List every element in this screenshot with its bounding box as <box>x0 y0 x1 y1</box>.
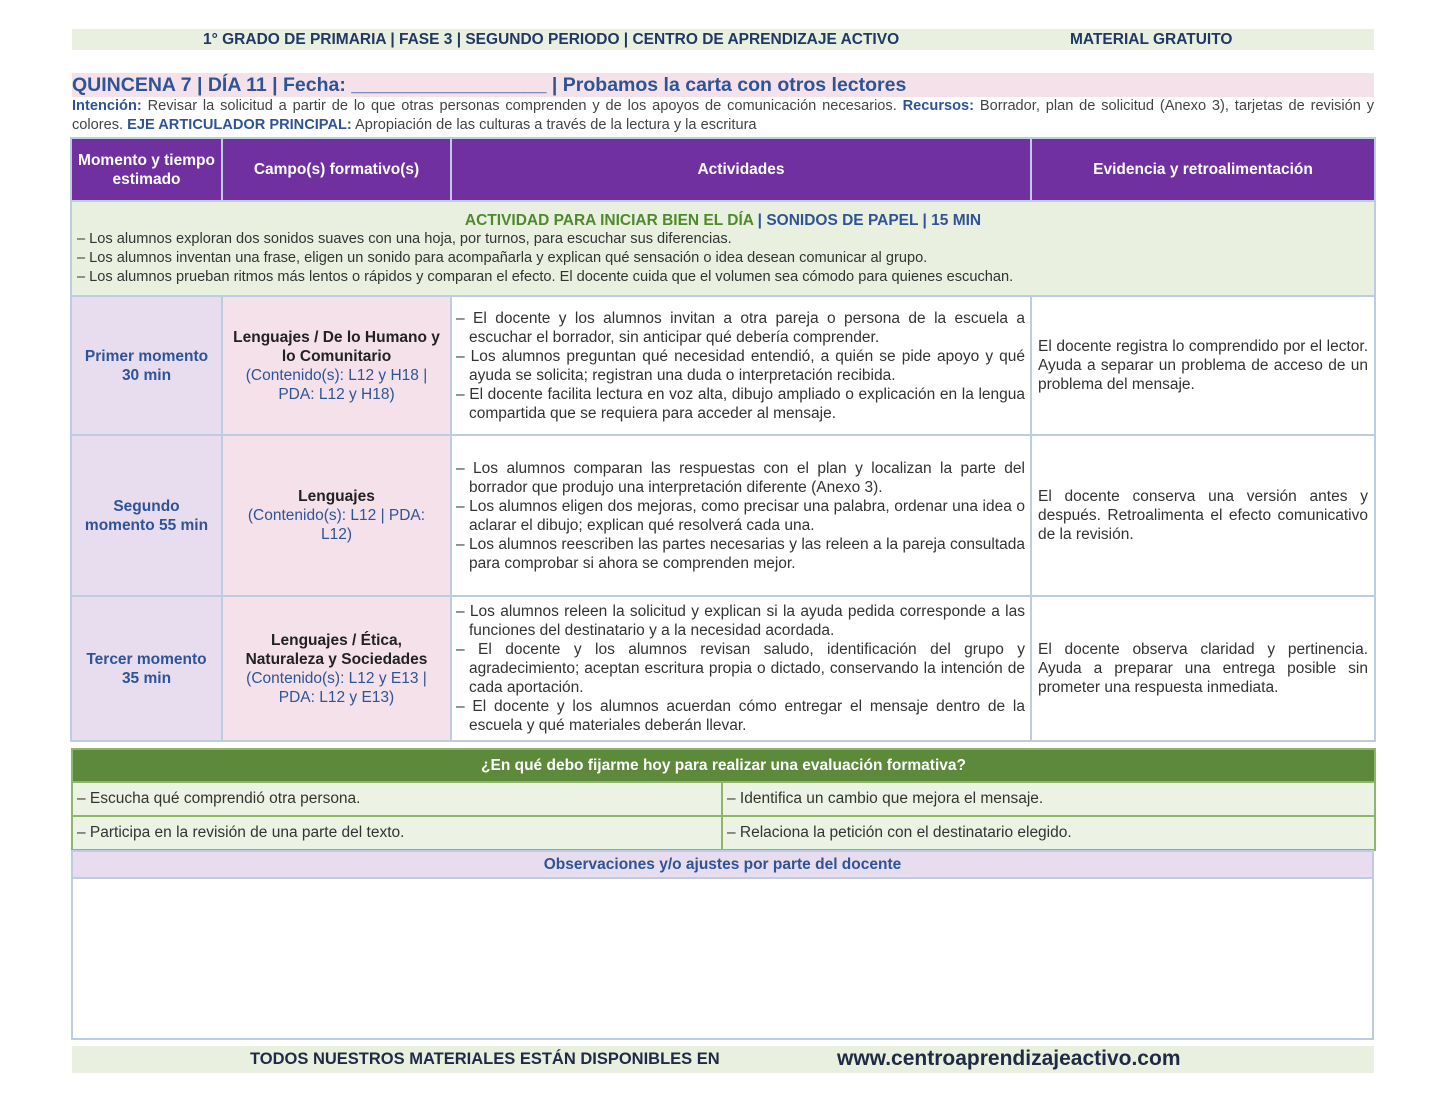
intention-label: Intención: <box>72 98 142 114</box>
evaluation-table <box>71 748 1376 851</box>
campo-detail: (Contenido(s): L12 y H18 | PDA: L12 y H18) <box>245 366 428 403</box>
table-row <box>71 596 1375 741</box>
intention-text: Revisar la solicitud a partir de lo que otras personas comprenden y de los apoyos de comunicación necesarios. <box>147 98 897 114</box>
evidence-cell: El docente observa claridad y pertinencia. Ayuda a preparar una entrega posible sin prometer una respuesta inmediata. <box>1031 596 1375 741</box>
footer-url-link[interactable]: www.centroaprendizajeactivo.com <box>837 1047 1181 1070</box>
table-row <box>71 296 1375 435</box>
evaluation-question: ¿En qué debo fijarme hoy para realizar una evaluación formativa? <box>72 749 1375 782</box>
campo-cell <box>222 296 451 435</box>
evaluation-item: – Escucha qué comprendió otra persona. <box>72 782 722 816</box>
resources-label: Recursos: <box>902 98 975 114</box>
activity-item: – Los alumnos reescriben las partes necesarias y las releen a la pareja consultada para comprobar si ahora se comprenden mejor. <box>456 535 1025 572</box>
evaluation-item: – Relaciona la petición con el destinatario elegido. <box>722 816 1375 850</box>
activity-item: – El docente y los alumnos invitan a otra pareja o persona de la escuela a escuchar el borrador, sin anticipar qué debería comprender. <box>456 309 1025 346</box>
warmup-row <box>71 201 1375 296</box>
header-moment: Momento y tiempo estimado <box>71 138 222 201</box>
observations-heading: Observaciones y/o ajustes por parte del docente <box>71 850 1374 879</box>
warmup-title-detail: | SONIDOS DE PAPEL | 15 MIN <box>753 212 982 229</box>
moment-cell: Segundo momento 55 min <box>71 435 222 596</box>
evaluation-item: – Participa en la revisión de una parte del texto. <box>72 816 722 850</box>
moment-cell: Primer momento 30 min <box>71 296 222 435</box>
evidence-cell: El docente conserva una versión antes y después. Retroalimenta el efecto comunicativo de la revisión. <box>1031 435 1375 596</box>
campo-cell <box>222 596 451 741</box>
activity-item: – Los alumnos comparan las respuestas con el plan y localizan la parte del borrador que produjo una interpretación diferente (Anexo 3). <box>456 459 1025 496</box>
activities-cell <box>451 296 1031 435</box>
campo-detail: (Contenido(s): L12 | PDA: L12) <box>247 507 426 543</box>
table-header-row <box>71 138 1375 201</box>
activity-item: – Los alumnos releen la solicitud y explican si la ayuda pedida corresponde a las funciones del destinatario y a la necesidad acordada. <box>456 603 1025 639</box>
observations-area[interactable] <box>71 879 1374 1040</box>
header-campo: Campo(s) formativo(s) <box>222 138 451 201</box>
evidence-cell: El docente registra lo comprendido por el lector. Ayuda a separar un problema de acceso de un problema del mensaje. <box>1031 296 1375 435</box>
warmup-line: – Los alumnos prueban ritmos más lentos o rápidos y comparan el efecto. El docente cuida que el volumen sea cómodo para quienes escuchan. <box>77 269 1014 285</box>
campo-cell <box>222 435 451 596</box>
campo-title: Lenguajes / Ética, Naturaleza y Sociedades <box>245 631 428 668</box>
warmup-line: – Los alumnos exploran dos sonidos suaves con una hoja, por turnos, para escuchar sus diferencias. <box>77 231 732 247</box>
activity-item: – Los alumnos eligen dos mejoras, como precisar una palabra, ordenar una idea o aclarar el dibujo; explican qué resolverá cada una. <box>456 497 1025 534</box>
free-material-label: MATERIAL GRATUITO <box>1070 31 1233 48</box>
axis-label: EJE ARTICULADOR PRINCIPAL: <box>127 117 352 133</box>
warmup-line: – Los alumnos inventan una frase, eligen un sonido para acompañarla y explican qué sensación o idea desean comunicar al grupo. <box>77 250 928 266</box>
warmup-title <box>77 211 1369 230</box>
activity-item: – Los alumnos preguntan qué necesidad entendió, a quién se pide apoyo y qué ayuda se solicita; registran una duda o interpretación recibida. <box>456 347 1025 384</box>
table-row <box>71 435 1375 596</box>
footer <box>72 1046 1374 1073</box>
activities-cell <box>451 435 1031 596</box>
activity-item: – El docente y los alumnos revisan saludo, identificación del grupo y agradecimiento; aceptan escritura propia o dictado, conservando la intención de cada aportación. <box>456 641 1025 696</box>
plan-table <box>70 137 1376 742</box>
top-banner <box>72 29 1374 50</box>
resources-text: Borrador, plan de solicitud (Anexo 3), tarjetas de revisión y colores. <box>72 98 1375 133</box>
page-title: QUINCENA 7 | DÍA 11 | Fecha: __________________ | Probamos la carta con otros lectores <box>72 74 907 96</box>
activities-cell <box>451 596 1031 741</box>
axis-text: Apropiación de las culturas a través de la lectura y la escritura <box>355 117 757 133</box>
header-evidence: Evidencia y retroalimentación <box>1031 138 1375 201</box>
warmup-title-main: ACTIVIDAD PARA INICIAR BIEN EL DÍA <box>464 212 754 229</box>
banner-text: 1° GRADO DE PRIMARIA | FASE 3 | SEGUNDO PERIODO | CENTRO DE APRENDIZAJE ACTIVO <box>203 31 900 48</box>
title-band <box>72 73 1374 97</box>
campo-title: Lenguajes / De lo Humano y lo Comunitario <box>233 328 440 365</box>
evaluation-item: – Identifica un cambio que mejora el mensaje. <box>722 782 1375 816</box>
intent-paragraph <box>72 97 1374 135</box>
activity-item: – El docente y los alumnos acuerdan cómo entregar el mensaje dentro de la escuela y qué materiales deberán llevar. <box>456 698 1025 734</box>
campo-detail: (Contenido(s): L12 y E13 | PDA: L12 y E13) <box>246 669 427 706</box>
activity-item: – El docente facilita lectura en voz alta, dibujo ampliado o explicación en la lengua compartida que se requiera para acceder al mensaje. <box>456 385 1025 422</box>
moment-cell: Tercer momento 35 min <box>71 596 222 741</box>
footer-text: TODOS NUESTROS MATERIALES ESTÁN DISPONIBLES EN <box>250 1050 720 1068</box>
header-activities: Actividades <box>451 138 1031 201</box>
campo-title: Lenguajes <box>298 488 375 505</box>
warmup-cell <box>71 201 1375 296</box>
